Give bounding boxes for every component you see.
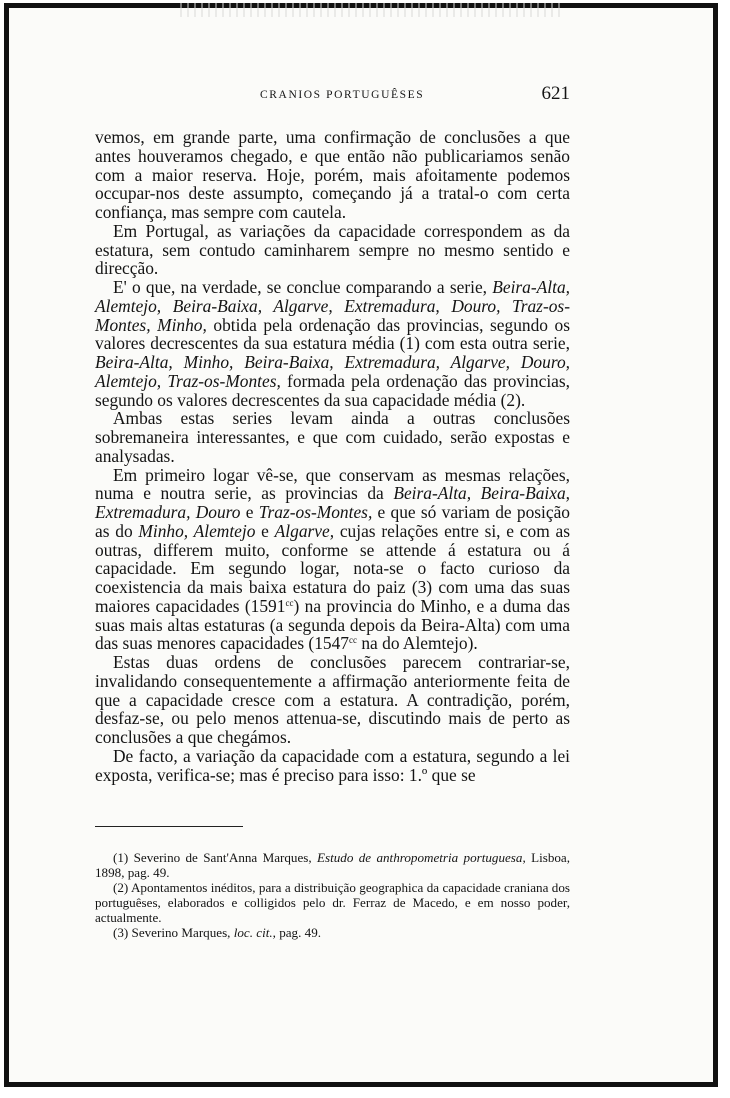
text-run: e [240,502,259,522]
paragraph-7: De facto, a variação da capacidade com a estatura, segundo a lei exposta, verifica-se; mas é preciso para isso: 1.º que se [95,745,570,785]
running-title: CRANIOS PORTUGUÊSES [260,89,425,101]
body-text [95,128,570,784]
text-run: Em primeiro logar vê-se, que conservam as mesmas relações, numa e noutra serie, as provincias da [95,464,570,504]
text-run: E' o que, na verdade, se conclue comparando a serie, [113,277,493,297]
text-run: obtida pela ordenação das provincias, segundo os valores decrescentes da sua estatura média (1) com esta outra serie, [95,314,570,354]
page-number: 621 [541,83,570,104]
paragraph-5 [95,466,570,654]
italic-run: Minho, Alemtejo [138,520,256,541]
paragraph-6: Estas duas ordens de conclusões parecem contrariar-se, invalidando consequentemente a affirmação anteriormente feita de que a capacidade cresce com a estatura. A contradição, porém, desfaz-se, ou pelo menos attenua-se, discutindo mais de perto as conclusões a que chegámos. [95,652,570,747]
text-run: e [255,520,275,541]
footnote-3 [95,925,570,940]
text-run: (3) Severino Marques, [113,925,234,940]
italic-run: loc. cit., [233,925,276,940]
text-run: na do Alemtejo). [357,633,478,654]
text-run: cujas relações entre si, e com as outras, differem muito, conforme se attende á estatura ou á capacidade. Em segundo logar, nota-se o facto curioso da coexistencia da mais baixa estatura do paiz (3) com uma das suas maiores capacidades (1591 [95,520,570,616]
text-run: ) na provincia do Minho, e a duma das suas mais altas estaturas (a segunda depois da Beira-Alta) com uma das suas menores capacidades (1547 [95,595,570,654]
footnote-rule [95,826,243,827]
paragraph-3 [95,278,570,409]
superscript: cc [285,597,294,608]
text-run: formada pela ordenação das provincias, segundo os valores decrescentes da sua capacidade média (2). [95,370,570,410]
superscript: cc [349,635,358,646]
footnotes [95,850,570,940]
paragraph-4: Ambas estas series levam ainda a outras conclusões sobremaneira interessantes, e que com cuidado, serão expostas e analysadas. [95,408,570,466]
paragraph-2: Em Portugal, as variações da capacidade correspondem as da estatura, sem contudo caminharem sempre no mesmo sentido e direcção. [95,220,570,279]
footnote-1 [95,850,570,880]
page-header [95,83,570,109]
text-run: (1) Severino de Sant'Anna Marques, [113,850,318,865]
text-run: Lisboa, 1898, pag. 49. [95,850,570,880]
text-run: e que só variam de posição as do [95,502,570,541]
italic-run: Beira-Alta, Alemtejo, Beira-Baixa, Algarve, Extremadura, Douro, Traz-os-Montes, Minho, [95,277,570,335]
italic-run: Estudo de anthropometria portuguesa, [317,850,526,865]
footnote-2: (2) Apontamentos inéditos, para a distribuição geographica da capacidade craniana dos portuguêses, elaborados e colligidos pelo dr. Ferraz de Macedo, e em nosso poder, actualmente. [95,880,570,925]
text-run: pag. 49. [275,925,322,940]
italic-run: Algarve, [274,520,335,541]
italic-run: Beira-Alta, Beira-Baixa, Extremadura, Douro [95,483,570,522]
italic-run: Traz-os-Montes, [258,502,373,522]
italic-run: Beira-Alta, Minho, Beira-Baixa, Extremadura, Algarve, Douro, Alemtejo, Traz-os-Montes, [95,352,570,391]
scan-noise [180,3,560,17]
paragraph-1: vemos, em grande parte, uma confirmação de conclusões a que antes houveramos chegado, e que então não publicariamos senão com a maior reserva. Hoje, porém, mais afoitamente podemos occupar-nos deste assumpto, começando já a tratal-o com certa confiança, mas sempre com cautela. [95,127,570,222]
